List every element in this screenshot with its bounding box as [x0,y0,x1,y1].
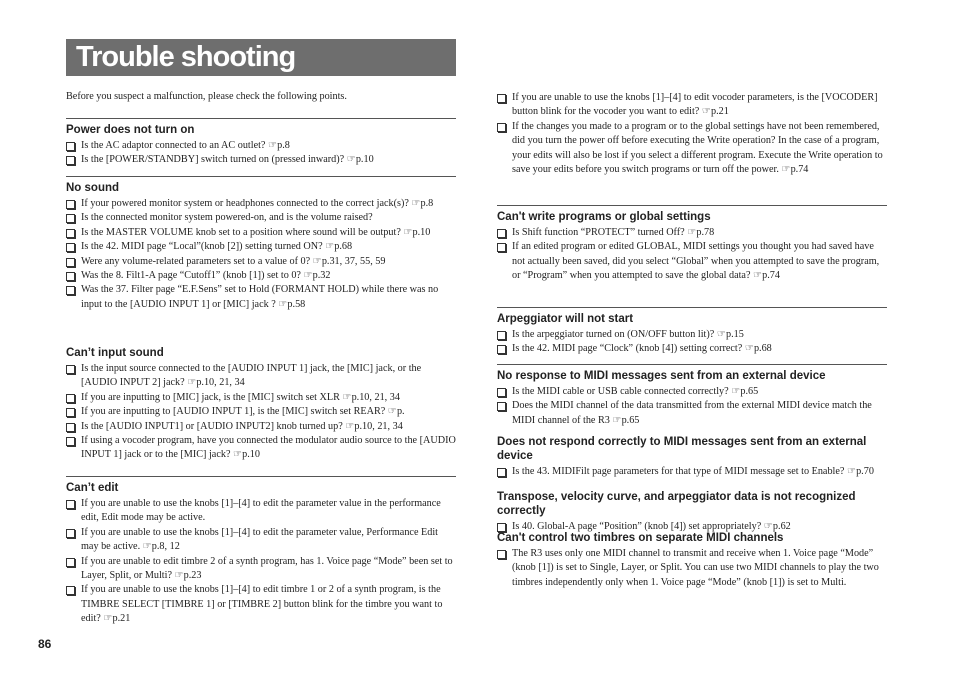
section-heading: Power does not turn on [66,118,456,139]
checklist-item-text: If you are inputting to [MIC] jack, is the [MIC] switch set XLR ☞p.10, 21, 34 [81,391,400,403]
checkbox-bullet-icon [66,437,75,446]
checklist-item-text: Is the 43. MIDIFilt page parameters for that type of MIDI message set to Enable? ☞p.70 [512,466,874,477]
checklist-item [497,328,887,342]
checklist-item [66,211,456,225]
checkbox-bullet-icon [497,229,506,238]
checklist-item [497,385,887,399]
section-heading: No response to MIDI messages sent from an external device [497,364,887,385]
checkbox-bullet-icon [497,402,506,411]
checklist-item-text: Does the MIDI channel of the data transmitted from the external MIDI device match the MIDI channel of the R3 ☞p.65 [512,400,872,426]
checkbox-bullet-icon [66,529,75,538]
checkbox-bullet-icon [66,200,75,209]
checklist-item-text: If using a vocoder program, have you connected the modulator audio source to the [AUDIO INPUT 1] jack or to the [MIC] jack? ☞p.10 [81,435,456,461]
checklist-item [497,465,887,479]
checklist-item [66,269,456,283]
checklist-item-text: Is the MASTER VOLUME knob set to a position where sound will be output? ☞p.10 [81,226,431,238]
trouble-section [497,307,887,357]
checklist-item-text: Is the 42. MIDI page “Clock” (knob [4]) setting correct? ☞p.68 [512,343,772,355]
checklist-item-text: Is the 42. MIDI page “Local”(knob [2]) setting turned ON? ☞p.68 [81,241,353,253]
checklist-item [66,240,456,254]
checklist-item [66,153,456,167]
checklist-item-text: Is the arpeggiator turned on (ON/OFF button lit)? ☞p.15 [512,329,744,340]
trouble-section [497,205,887,284]
trouble-section [497,435,887,479]
checkbox-bullet-icon [66,394,75,403]
page-number: 86 [38,637,52,651]
checklist-item-text: Is the AC adaptor connected to an AC outlet? ☞p.8 [81,140,290,151]
checkbox-bullet-icon [497,243,506,252]
checklist-item-text: If your powered monitor system or headphones connected to the correct jack(s)? ☞p.8 [81,198,434,209]
checkbox-bullet-icon [66,365,75,374]
trouble-section [497,490,887,534]
checkbox-bullet-icon [497,550,506,559]
checklist-item [66,197,456,211]
checkbox-bullet-icon [66,286,75,295]
checklist-item-text: If you are inputting to [AUDIO INPUT 1], is the [MIC] switch set REAR? ☞p. [81,406,405,418]
checkbox-bullet-icon [497,331,506,340]
checkbox-bullet-icon [497,388,506,397]
checklist-item-text: Is the [POWER/STANDBY] switch turned on (pressed inward)? ☞p.10 [81,154,374,166]
checkbox-bullet-icon [66,214,75,223]
checklist-item-text: If an edited program or edited GLOBAL, MIDI settings you thought you had saved have not actually been saved, did you select “Global” when you attempted to save the program, or “Program” when you attempted to save the global data? ☞p.74 [512,241,880,282]
checkbox-bullet-icon [66,156,75,165]
checkbox-bullet-icon [497,123,506,132]
checklist-item-text: Is the [AUDIO INPUT1] or [AUDIO INPUT2] knob turned up? ☞p.10, 21, 34 [81,420,403,432]
section-heading: Can't control two timbres on separate MIDI channels [497,532,784,544]
checklist-item [497,342,887,356]
checklist-item-text: If you are unable to use the knobs [1]–[4] to edit timbre 1 or 2 of a synth program, is the TIMBRE SELECT [TIMBRE 1] or [TIMBRE 2] button blink for the timbre you want to edit? ☞p.21 [81,584,443,625]
checklist-item [66,283,456,312]
checklist-item-text: Was the 37. Filter page “E.F.Sens” set to Hold (FORMANT HOLD) while there was no input to the [AUDIO INPUT 1] or [MIC] jack ? ☞p.58 [81,284,439,310]
checklist-item [66,362,456,391]
checkbox-bullet-icon [66,558,75,567]
checklist-item [497,240,887,283]
checklist-item-text: If you are unable to edit timbre 2 of a synth program, has 1. Voice page “Mode” been set to Layer, Split, or Multi? ☞p.23 [81,555,453,582]
checkbox-bullet-icon [66,258,75,267]
section-heading: Can't write programs or global settings [497,205,887,226]
checklist-item-text: If you are unable to use the knobs [1]–[4] to edit the parameter value, Performance Edit may be active. ☞p.8, 12 [81,526,438,553]
section-heading: Arpeggiator will not start [497,307,887,328]
intro-text: Before you suspect a malfunction, please check the following points. [66,91,347,102]
trouble-section [497,91,887,177]
checkbox-bullet-icon [66,272,75,281]
checklist-item [66,405,456,419]
trouble-section [66,476,456,627]
checklist-item [66,139,456,153]
checkbox-bullet-icon [66,243,75,252]
checklist-item [66,555,456,584]
checklist-item-text: If the changes you made to a program or to the global settings have not been remembered, did you turn the power off before executing the Write operation? In the case of a program, your edits will also be lost if you select a different program. Execute the Write operation to save your edits before you switch programs or turn off the power. ☞p.74 [512,120,883,176]
checkbox-bullet-icon [497,345,506,354]
checklist-item-text: If you are unable to use the knobs [1]–[4] to edit vocoder parameters, is the [VOCODER] button blink for the vocoder you want to edit? ☞p.21 [512,92,878,118]
checkbox-bullet-icon [497,94,506,103]
checkbox-bullet-icon [497,468,506,477]
checklist-item [66,255,456,269]
trouble-section [497,531,887,590]
trouble-section [66,176,456,312]
checklist-item-text: Were any volume-related parameters set to a value of 0? ☞p.31, 37, 55, 59 [81,255,386,267]
page-title-bar [66,39,456,76]
checklist-item [497,399,887,428]
checklist-item-text: Is the MIDI cable or USB cable connected correctly? ☞p.65 [512,386,759,397]
checklist-item-text: If you are unable to use the knobs [1]–[4] to edit the parameter value in the performance edit, Edit mode may be active. [81,498,441,524]
checkbox-bullet-icon [66,229,75,238]
section-heading: Transpose, velocity curve, and arpeggiator data is not recognized correctly [497,491,856,517]
page-title: Trouble shooting [76,41,296,73]
checklist-item-text: Is the connected monitor system powered-on, and is the volume raised? [81,212,373,224]
trouble-section [66,118,456,168]
section-heading: Can’t edit [66,476,456,497]
section-heading: Does not respond correctly to MIDI messages sent from an external device [497,436,867,462]
checklist-item [497,547,887,590]
checklist-item-text: Is the input source connected to the [AUDIO INPUT 1] jack, the [MIC] jack, or the [AUDIO INPUT 2] jack? ☞p.10, 21, 34 [81,363,422,389]
section-heading: Can’t input sound [66,347,164,359]
checklist-item-text: Was the 8. Filt1-A page “Cutoff1” (knob [1]) set to 0? ☞p.32 [81,270,331,282]
section-heading: No sound [66,176,456,197]
checklist-item [66,497,456,526]
checklist-item [66,434,456,463]
checklist-item [66,391,456,405]
checklist-item [66,226,456,240]
trouble-section [497,364,887,428]
checklist-item [497,120,887,178]
checklist-item [497,226,887,240]
checklist-item-text: Is 40. Global-A page “Position” (knob [4]) set appropriately? ☞p.62 [512,521,791,532]
checklist-item-text: The R3 uses only one MIDI channel to transmit and receive when 1. Voice page “Mode” (knob [1]) is set to Single, Layer, or Split. You can use two MIDI channels to play the two timbres independently only when 1. Voice page “Mode” (knob [1]) is set to Multi. [512,548,879,588]
checklist-item [66,526,456,555]
checklist-item [66,583,456,626]
checklist-item [497,91,887,120]
checkbox-bullet-icon [66,423,75,432]
checkbox-bullet-icon [66,586,75,595]
trouble-section [66,346,456,463]
checkbox-bullet-icon [66,142,75,151]
checklist-item [66,420,456,434]
checklist-item-text: Is Shift function “PROTECT” turned Off? ☞p.78 [512,227,715,238]
checkbox-bullet-icon [66,408,75,417]
checkbox-bullet-icon [66,500,75,509]
